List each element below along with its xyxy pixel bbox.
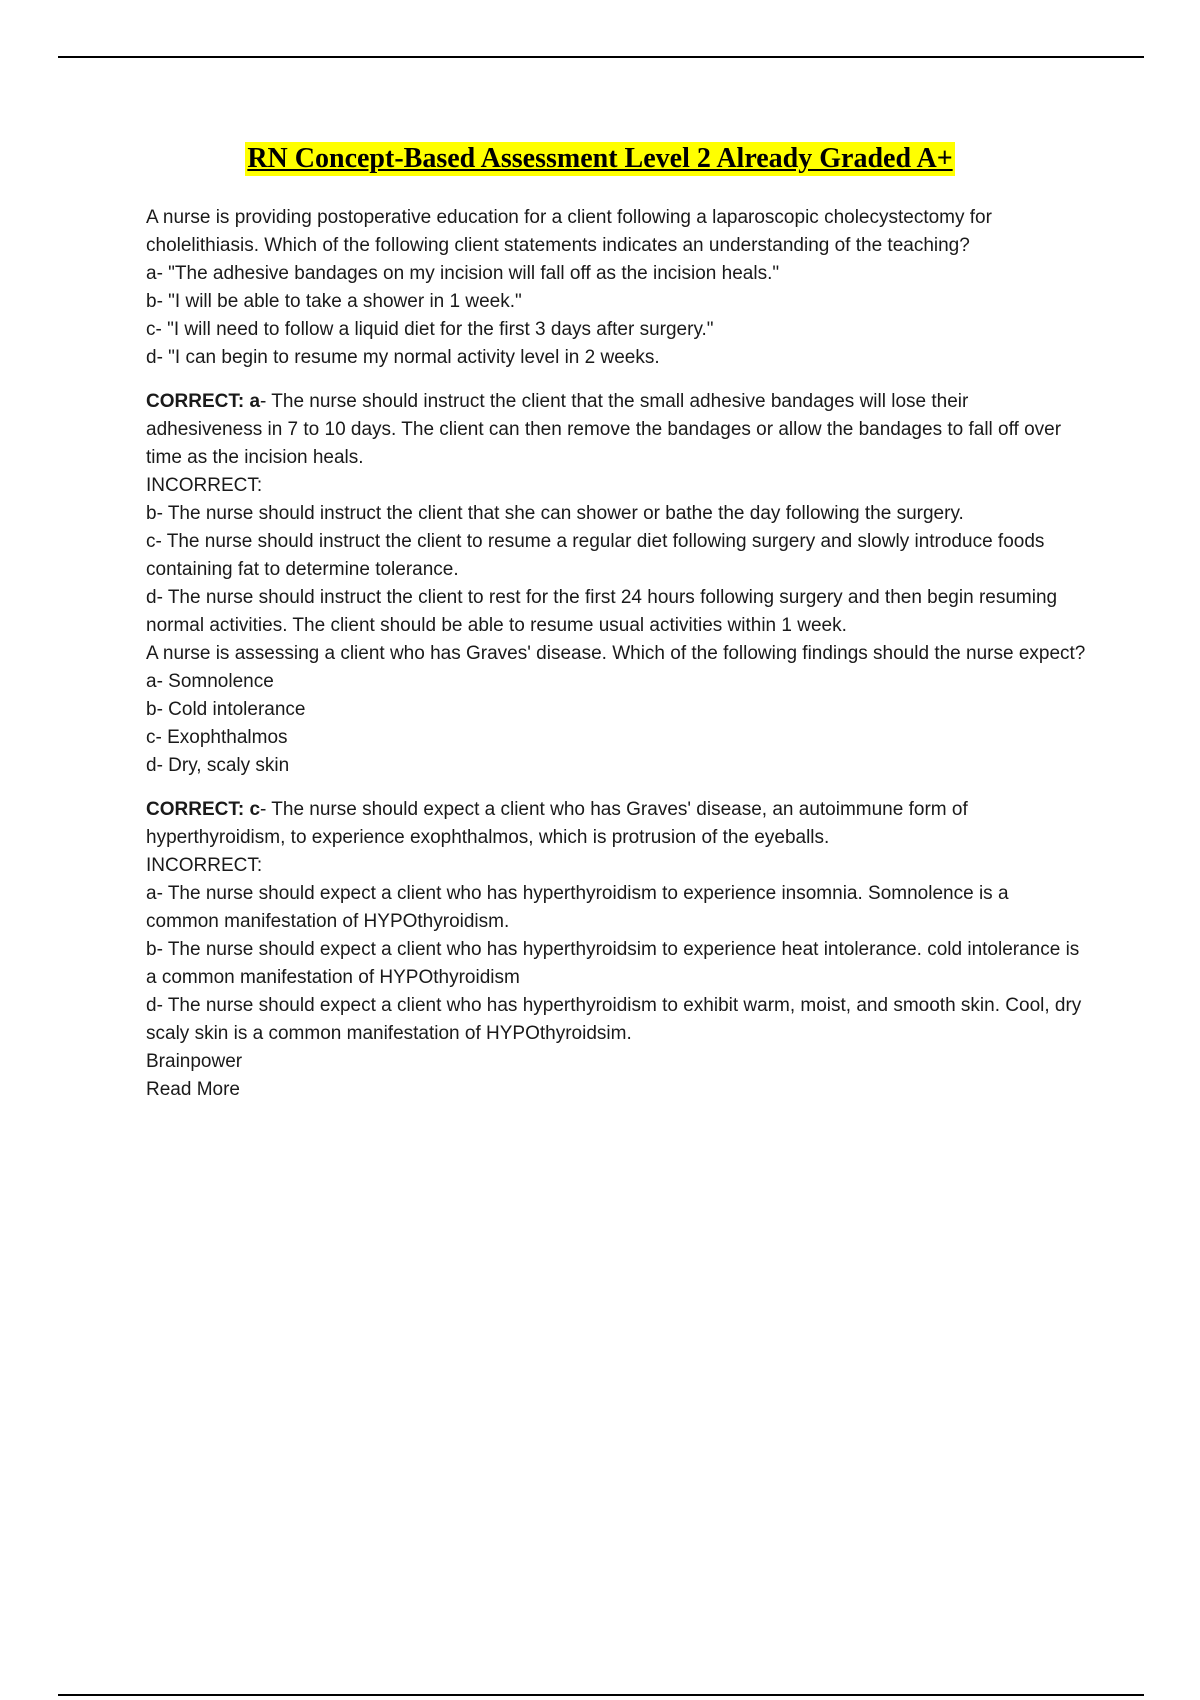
question-1-options <box>146 260 1086 372</box>
question-2-options <box>146 668 1086 780</box>
q1-correct-explanation <box>146 388 1086 472</box>
q2-incorrect-d: d- The nurse should expect a client who has hyperthyroidism to exhibit warm, moist, and smooth skin. Cool, dry scaly skin is a common manifestation of HYPOthyroidsim. <box>146 995 1082 1044</box>
q1-correct-label: CORRECT: a <box>146 391 261 412</box>
q2-incorrect-label: INCORRECT: <box>146 855 263 876</box>
q1-incorrect-d: d- The nurse should instruct the client to rest for the first 24 hours following surgery and then begin resuming normal activities. The client should be able to resume usual activities within 1 week. <box>146 587 1058 636</box>
q2-incorrect-a: a- The nurse should expect a client who has hyperthyroidism to experience insomnia. Somnolence is a common manifestation of HYPOthyroidism. <box>146 883 1009 932</box>
q2-option-a: a- Somnolence <box>146 671 274 692</box>
q2-option-d: d- Dry, scaly skin <box>146 755 290 776</box>
question-1-stem: A nurse is providing postoperative education for a client following a laparoscopic cholecystectomy for cholelithiasis. Which of the following client statements indicates an understanding of the teaching? <box>146 207 992 256</box>
q1-incorrect-b: b- The nurse should instruct the client that she can shower or bathe the day following the surgery. <box>146 503 964 524</box>
top-rule <box>58 56 1144 58</box>
question-2-stem: A nurse is assessing a client who has Graves' disease. Which of the following findings should the nurse expect? <box>146 643 1086 664</box>
footer-read-more: Read More <box>146 1079 240 1100</box>
document-title: RN Concept-Based Assessment Level 2 Already Graded A+ <box>247 143 953 174</box>
q1-option-d: d- "I can begin to resume my normal activity level in 2 weeks. <box>146 347 660 368</box>
q1-option-b: b- "I will be able to take a shower in 1 week." <box>146 291 522 312</box>
q2-correct-label: CORRECT: c <box>146 799 261 820</box>
title-container <box>0 142 1200 176</box>
bottom-rule <box>58 1694 1144 1696</box>
document-body <box>146 204 1086 1104</box>
q2-correct-text: - The nurse should expect a client who has Graves' disease, an autoimmune form of hyperthyroidism, to experience exophthalmos, which is protrusion of the eyeballs. <box>146 799 968 848</box>
q1-option-c: c- "I will need to follow a liquid diet for the first 3 days after surgery." <box>146 319 714 340</box>
q1-incorrect-c: c- The nurse should instruct the client to resume a regular diet following surgery and slowly introduce foods containing fat to determine tolerance. <box>146 531 1045 580</box>
footer-brainpower: Brainpower <box>146 1051 243 1072</box>
q2-option-b: b- Cold intolerance <box>146 699 306 720</box>
q1-correct-text: - The nurse should instruct the client that the small adhesive bandages will lose their adhesiveness in 7 to 10 days. The client can then remove the bandages or allow the bandages to fall off over time as the incision heals. <box>146 391 1062 468</box>
q1-incorrect-label: INCORRECT: <box>146 475 263 496</box>
q2-incorrect-b: b- The nurse should expect a client who has hyperthyroidsim to experience heat intolerance. cold intolerance is a common manifestation of HYPOthyroidism <box>146 939 1080 988</box>
q2-option-c: c- Exophthalmos <box>146 727 288 748</box>
q2-correct-explanation <box>146 796 1086 852</box>
q1-option-a: a- "The adhesive bandages on my incision will fall off as the incision heals." <box>146 263 780 284</box>
